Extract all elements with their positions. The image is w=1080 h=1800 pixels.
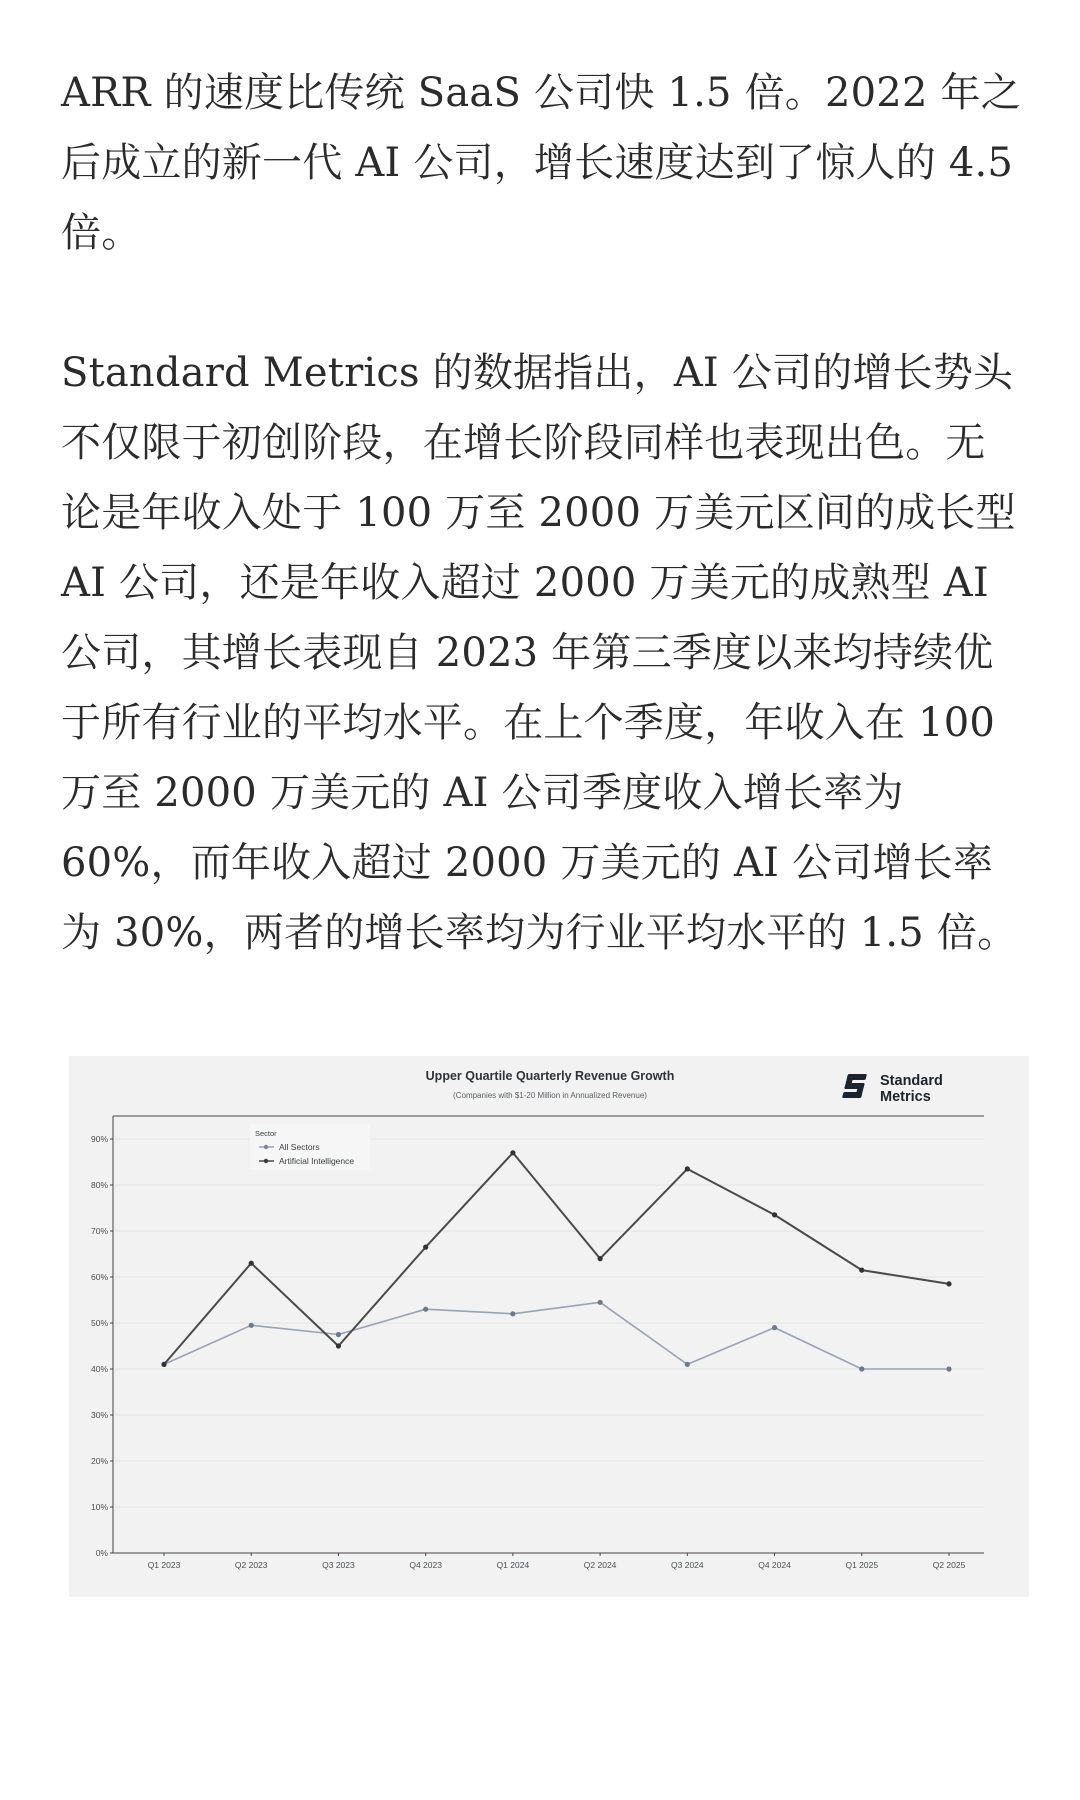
x-tick-label: Q1 2025 — [845, 1560, 879, 1570]
data-point-artificial-intelligence — [946, 1281, 951, 1286]
data-point-artificial-intelligence — [161, 1362, 166, 1367]
data-point-artificial-intelligence — [249, 1261, 254, 1266]
series-line-all-sectors — [164, 1302, 949, 1369]
line-chart — [69, 1056, 1029, 1597]
article-paragraph: Standard Metrics 的数据指出，AI 公司的增长势头不仅限于初创阶段，在增长阶段同样也表现出色。无论是年收入处于 100 万至 2000 万美元区间的成长型 AI 公司，还是年收入超过 2000 万美元的成熟型 AI 公司，其增长表现自 2023 年第三季度以来均持续优于所有行业的平均水平。在上个季度，年收入在 100 万至 2000 万美元的 AI 公司季度收入增长率为 60%，而年收入超过 2000 万美元的 AI 公司增长率为 30%，两者的增长率均为行业平均水平的 1.5 倍。 — [61, 350, 1018, 956]
x-tick-label: Q3 2023 — [322, 1560, 355, 1570]
brand-name-line2: Metrics — [880, 1089, 931, 1105]
x-tick-label: Q4 2024 — [758, 1560, 791, 1570]
data-point-all-sectors — [772, 1325, 777, 1330]
chart-title: Upper Quartile Quarterly Revenue Growth — [425, 1069, 675, 1083]
data-point-artificial-intelligence — [859, 1268, 864, 1273]
chart-axes — [110, 1116, 984, 1556]
x-tick-label: Q4 2023 — [409, 1560, 442, 1570]
legend-marker-all-sectors — [264, 1145, 268, 1149]
legend-label-artificial-intelligence: Artificial Intelligence — [279, 1156, 355, 1166]
data-point-artificial-intelligence — [336, 1343, 341, 1348]
y-tick-label: 20% — [90, 1456, 108, 1466]
y-tick-label: 70% — [90, 1226, 108, 1236]
x-tick-label: Q2 2023 — [234, 1560, 268, 1570]
data-point-all-sectors — [336, 1332, 341, 1337]
legend-marker-artificial-intelligence — [264, 1159, 268, 1163]
x-tick-label: Q2 2025 — [932, 1560, 966, 1570]
data-point-all-sectors — [859, 1366, 864, 1371]
legend-title: Sector — [255, 1129, 277, 1138]
y-tick-label: 30% — [90, 1410, 108, 1420]
brand-name-line1: Standard — [880, 1073, 943, 1089]
y-tick-label: 40% — [90, 1364, 108, 1374]
x-tick-label: Q3 2024 — [671, 1560, 704, 1570]
data-point-all-sectors — [685, 1362, 690, 1367]
article-body — [61, 58, 1021, 968]
chart-figure — [69, 1056, 1029, 1597]
y-tick-label: 50% — [90, 1318, 108, 1328]
chart-ticks — [91, 1134, 966, 1570]
x-tick-label: Q1 2023 — [147, 1560, 181, 1570]
chart-subtitle: (Companies with $1-20 Million in Annualized Revenue) — [453, 1091, 647, 1100]
data-point-artificial-intelligence — [510, 1150, 515, 1155]
data-point-all-sectors — [598, 1300, 603, 1305]
article-paragraph: ARR 的速度比传统 SaaS 公司快 1.5 倍。2022 年之后成立的新一代 AI 公司，增长速度达到了惊人的 4.5 倍。 — [61, 70, 1021, 256]
x-tick-label: Q1 2024 — [496, 1560, 530, 1570]
y-tick-label: 60% — [90, 1272, 108, 1282]
x-tick-label: Q2 2024 — [583, 1560, 617, 1570]
brand-logo — [842, 1073, 943, 1105]
data-point-artificial-intelligence — [685, 1166, 690, 1171]
y-tick-label: 90% — [90, 1134, 108, 1144]
data-point-all-sectors — [249, 1323, 254, 1328]
data-point-artificial-intelligence — [423, 1245, 428, 1250]
standard-metrics-logo-icon — [842, 1074, 867, 1098]
chart-grid — [113, 1139, 984, 1507]
y-tick-label: 0% — [95, 1548, 108, 1558]
chart-legend — [250, 1124, 370, 1170]
y-tick-label: 80% — [90, 1180, 108, 1190]
chart-series — [161, 1150, 951, 1371]
legend-label-all-sectors: All Sectors — [279, 1142, 320, 1152]
data-point-all-sectors — [423, 1307, 428, 1312]
data-point-all-sectors — [946, 1366, 951, 1371]
data-point-artificial-intelligence — [598, 1256, 603, 1261]
data-point-artificial-intelligence — [772, 1212, 777, 1217]
y-tick-label: 10% — [90, 1502, 108, 1512]
data-point-all-sectors — [510, 1311, 515, 1316]
